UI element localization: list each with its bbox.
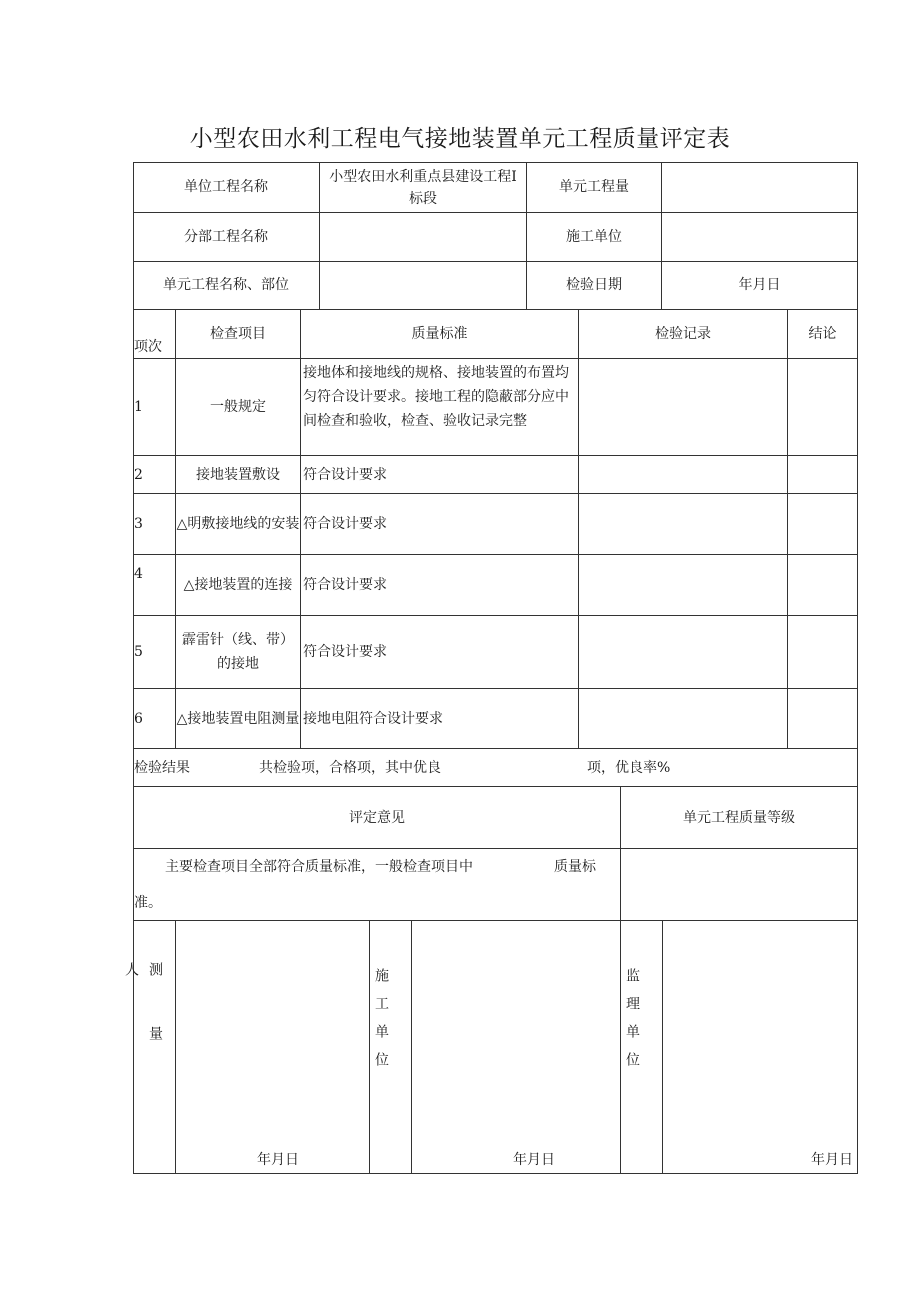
element-label: 单元工程名称、部位 <box>163 277 289 293</box>
grade-label: 单元工程质量等级 <box>683 809 795 826</box>
row-5-standard: 符合设计要求 <box>303 644 387 660</box>
row-4-no: 4 <box>134 566 143 582</box>
division-label: 分部工程名称 <box>184 228 268 245</box>
row-3-no: 3 <box>134 516 143 532</box>
division-value <box>320 212 526 261</box>
unit-project-label: 单位工程名称 <box>184 179 268 195</box>
row-1-conclusion <box>788 359 857 455</box>
row-1-record <box>579 359 787 455</box>
row-6-item: △接地装置电阻测量 <box>176 710 300 727</box>
row-3-record <box>579 494 787 554</box>
unit-quantity-label: 单元工程量 <box>559 179 629 195</box>
quality-assessment-form <box>123 162 858 1174</box>
row-2-item: 接地装置敷设 <box>196 466 280 483</box>
opinion-label: 评定意见 <box>349 809 405 826</box>
row-5-item: 霹雷针（线、带）的接地 <box>182 632 294 672</box>
col-header-conclusion: 结论 <box>808 326 837 342</box>
row-6-no: 6 <box>134 710 143 727</box>
inspection-date-label: 检验日期 <box>566 277 622 293</box>
col-header-no: 项次 <box>134 339 162 355</box>
unit-project-value: 小型农田水利重点县建设工程Ⅰ标段 <box>329 168 517 207</box>
contractor-value <box>662 212 857 261</box>
row-3-item: △明敷接地线的安装 <box>176 516 300 532</box>
row-5-conclusion <box>788 616 857 688</box>
form-title: 小型农田水利工程电气接地装置单元工程质量评定表 <box>189 126 731 152</box>
opinion-text-b: 质量标 <box>554 859 596 875</box>
row-2-record <box>579 456 787 493</box>
row-2-standard: 符合设计要求 <box>303 466 387 483</box>
contractor-label: 施工单位 <box>566 228 622 245</box>
element-value <box>320 261 526 309</box>
supervisor-label: 监理单位 <box>624 968 640 1080</box>
row-2-no: 2 <box>134 466 143 483</box>
row-6-standard: 接地电阻符合设计要求 <box>303 710 443 727</box>
supervisor-date: 年月日 <box>811 1152 853 1168</box>
surveyor-date: 年月日 <box>257 1152 299 1168</box>
inspection-date-value: 年月日 <box>738 277 781 293</box>
row-1-standard: 接地体和接地线的规格、接地装置的布置均匀符合设计要求。接地工程的隐蔽部分应中间检查和验收，检查、验收记录完整 <box>303 365 569 429</box>
row-1-no: 1 <box>134 399 143 415</box>
contractor-sign-date: 年月日 <box>513 1152 555 1168</box>
row-5-no: 5 <box>134 644 143 660</box>
row-6-conclusion <box>788 689 857 748</box>
row-6-record <box>579 689 787 748</box>
row-3-standard: 符合设计要求 <box>303 516 387 532</box>
row-3-conclusion <box>788 494 857 554</box>
row-5-record <box>579 616 787 688</box>
row-2-conclusion <box>788 456 857 493</box>
col-header-record: 检验记录 <box>655 326 711 342</box>
row-4-item: △接地装置的连接 <box>183 577 293 593</box>
opinion-text-c: 准。 <box>134 895 162 911</box>
opinion-text-a: 主要检查项目全部符合质量标准，一般检查项目中 <box>165 859 473 875</box>
surveyor-label: 测量人 <box>123 962 163 1090</box>
grade-value <box>621 849 857 920</box>
row-1-item: 一般规定 <box>210 399 266 415</box>
contractor-sign-label: 施工单位 <box>373 968 389 1080</box>
result-text-a: 共检验项，合格项，其中优良 <box>259 759 441 776</box>
col-header-item: 检查项目 <box>210 326 266 342</box>
row-4-conclusion <box>788 555 857 615</box>
row-4-standard: 符合设计要求 <box>303 577 387 593</box>
result-label: 检验结果 <box>134 759 190 776</box>
unit-quantity-value <box>662 162 857 212</box>
result-text-b: 项，优良率% <box>587 759 671 776</box>
row-4-record <box>579 555 787 615</box>
col-header-standard: 质量标准 <box>411 326 468 342</box>
